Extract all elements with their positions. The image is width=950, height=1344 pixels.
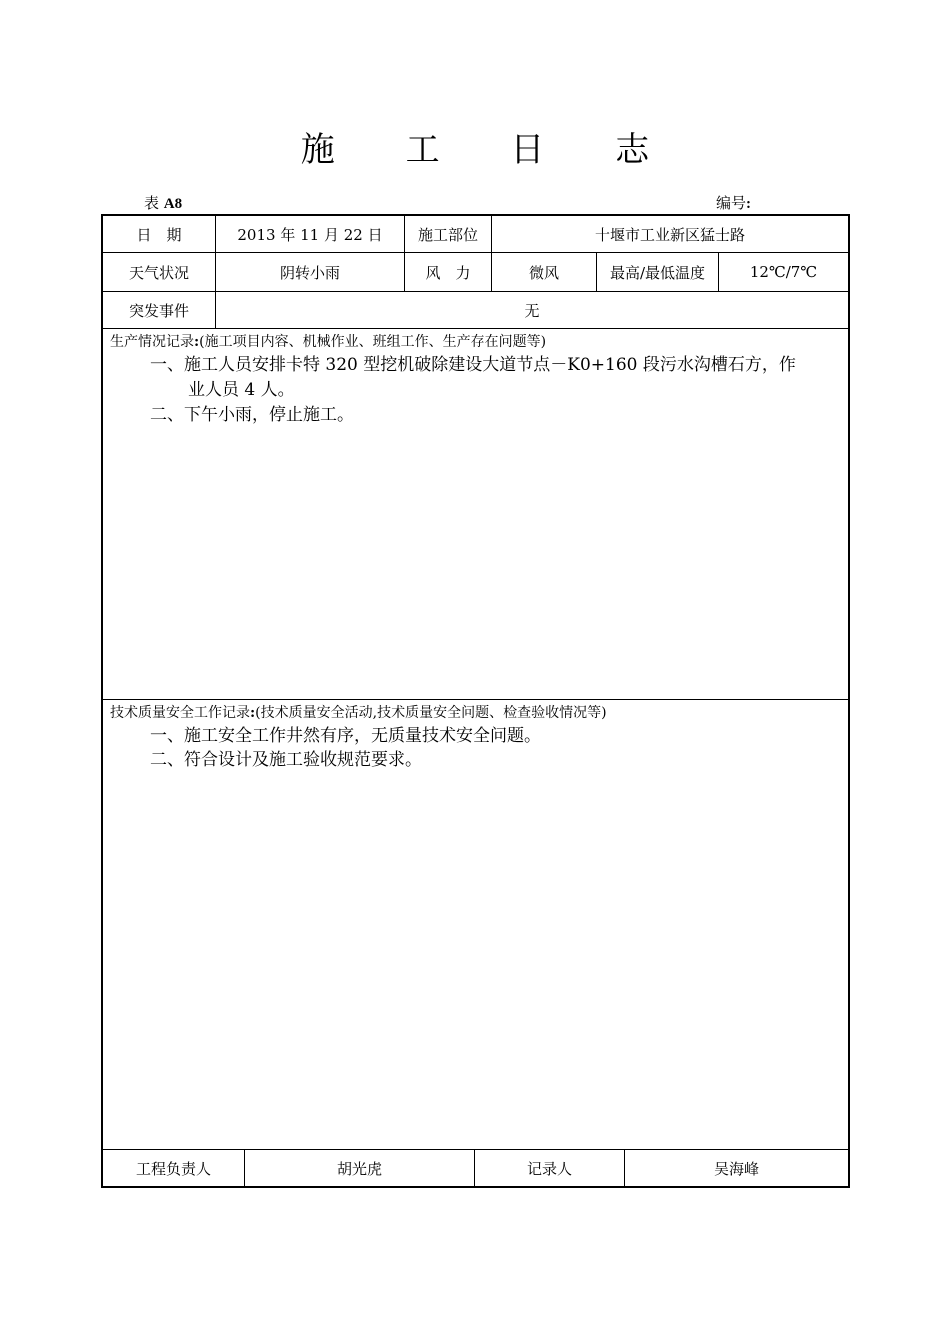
production-heading [110,332,546,352]
wind-label: 风 力 [425,263,471,282]
production-heading-colon: : [194,334,200,350]
temperature-value: 12℃/7℃ [749,263,818,281]
production-item-1 [150,353,842,403]
technical-item-1: 一、施工安全工作井然有序，无质量技术安全问题。 [150,726,541,746]
technical-heading-note: (技术质量安全活动,技术质量安全问题、检查验收情况等) [255,705,607,721]
row-divider [101,328,850,329]
manager-label: 工程负责人 [135,1159,211,1178]
temperature-label: 最高/最低温度 [609,263,706,282]
form-label-code: A8 [163,196,183,212]
number-label [716,193,751,214]
production-item-1-line-1: 一、施工人员安排卡特 320 型挖机破除建设大道节点－K0+160 段污水沟槽石方，作 [150,355,796,375]
location-label: 施工部位 [417,225,478,244]
incident-value: 无 [524,301,540,320]
page-title: 施 工 日 志 [300,130,680,170]
location-value: 十堰市工业新区猛士路 [594,225,745,244]
production-heading-note: (施工项目内容、机械作业、班组工作、生产存在问题等) [199,334,547,350]
technical-heading-colon: : [250,705,256,721]
incident-label: 突发事件 [128,301,189,320]
date-value: 2013 年 11 月 22 日 [237,225,383,244]
production-item-1-line-2: 业人员 4 人。 [188,380,295,400]
manager-value: 胡光虎 [336,1159,382,1178]
weather-label: 天气状况 [128,263,189,282]
recorder-value: 吴海峰 [713,1159,759,1178]
form-label-prefix: 表 [144,194,160,212]
row-divider [101,699,850,700]
technical-item-2: 二、符合设计及施工验收规范要求。 [150,750,422,770]
number-label-text: 编号 [716,194,747,212]
date-label: 日 期 [136,225,182,244]
production-heading-title: 生产情况记录 [110,334,194,350]
weather-value: 阴转小雨 [279,263,340,282]
production-item-2: 二、下午小雨，停止施工。 [150,405,354,425]
number-label-colon: : [746,196,752,212]
form-label [144,193,182,214]
technical-heading [110,703,607,723]
recorder-label: 记录人 [526,1159,572,1178]
technical-heading-title: 技术质量安全工作记录 [110,705,250,721]
wind-value: 微风 [528,263,559,282]
